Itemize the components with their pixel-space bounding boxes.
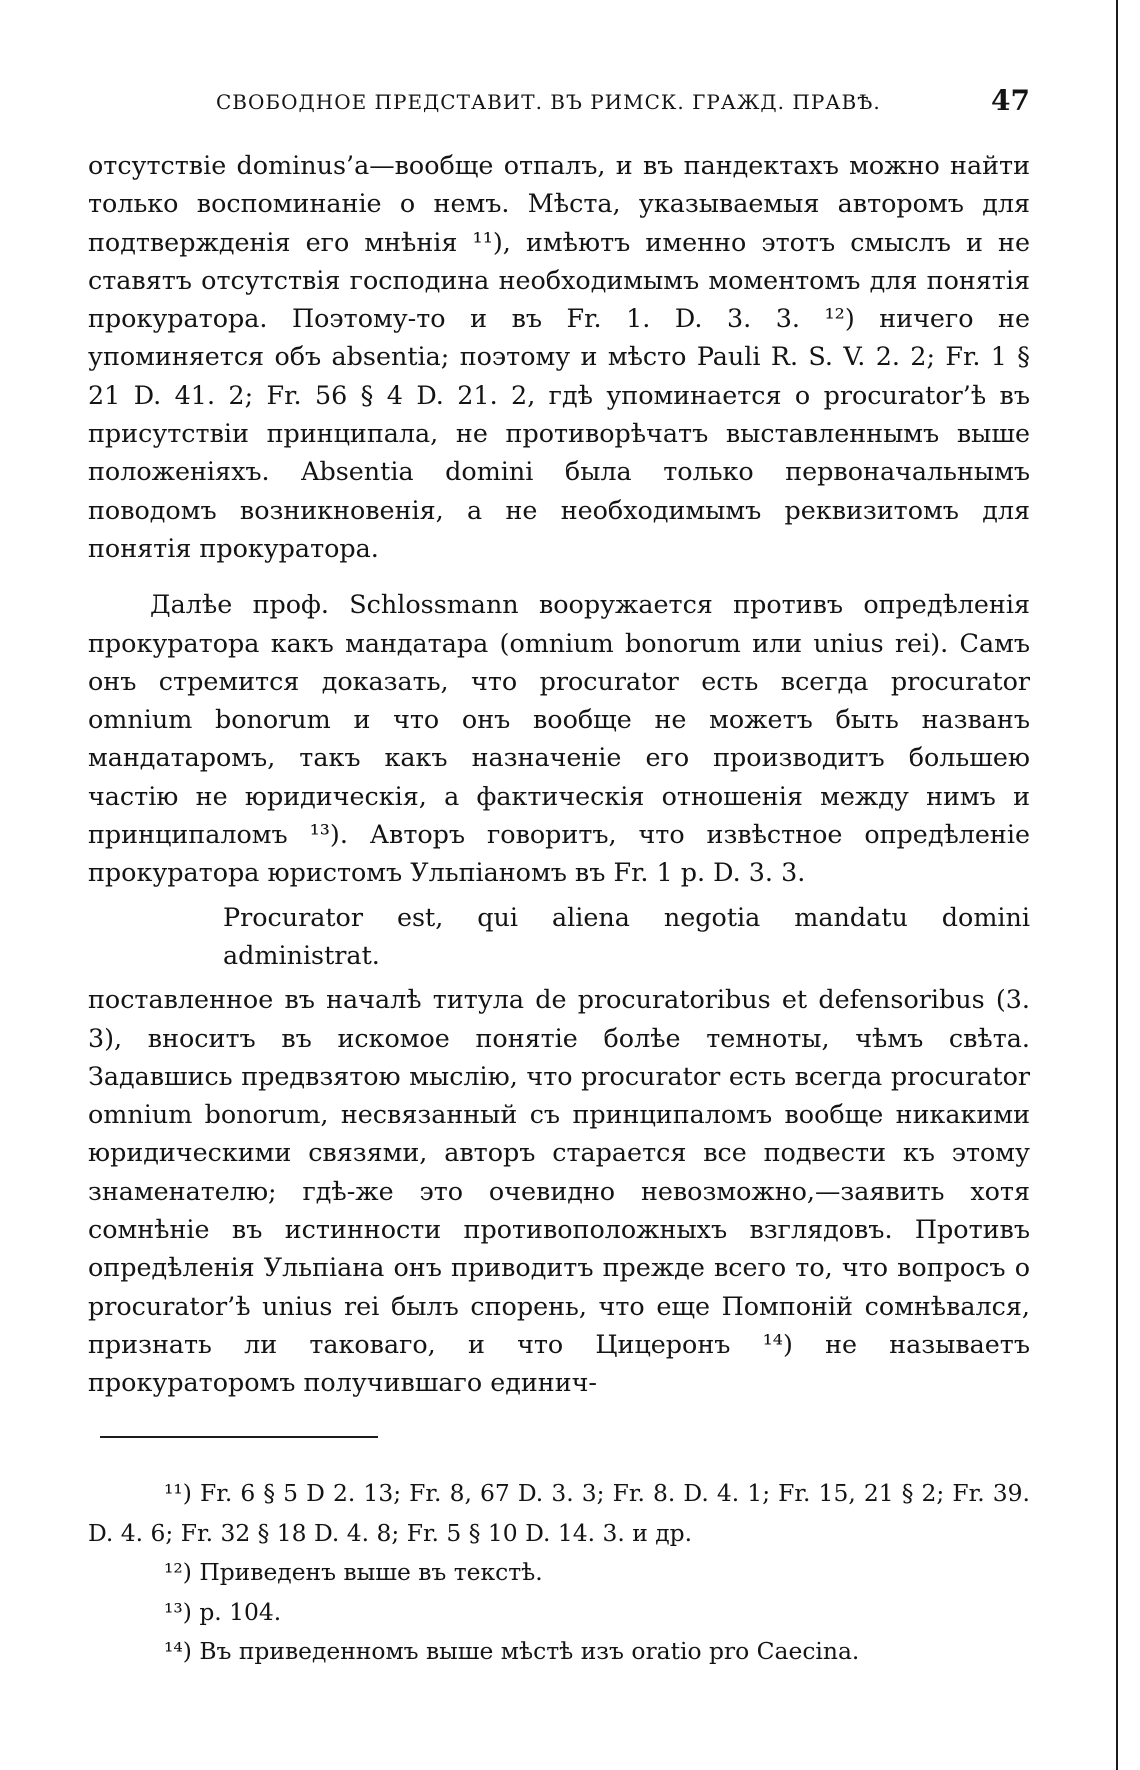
footnote-13: ¹³) p. 104. xyxy=(164,1597,282,1626)
page-number: 47 xyxy=(991,84,1030,117)
footnote-separator xyxy=(100,1436,378,1438)
main-text xyxy=(88,146,1030,1402)
paragraph-2: Далѣе проф. Schlossmann вооружается противъ опредѣленія прокуратора какъ мандатара (omnium bonorum или unius rei). Самъ онъ стремится доказать, что procurator есть всегда procurator omnium bonorum и что онъ вообще не можетъ быть названъ мандатаромъ, такъ какъ назначеніе его производитъ большею частію не юридическія, а фактическія отношенія между нимъ и принципаломъ ¹³). Авторъ говоритъ, что извѣстное опредѣленіе прокуратора юристомъ Ульпіаномъ въ Fr. 1 p. D. 3. 3. xyxy=(88,589,1030,888)
footnote-11: ¹¹) Fr. 6 § 5 D 2. 13; Fr. 8, 67 D. 3. 3; Fr. 8. D. 4. 1; Fr. 15, 21 § 2; Fr. 39. D. 4. 6; Fr. 32 § 18 D. 4. 8; Fr. 5 § 10 D. 14. 3. и др. xyxy=(88,1479,1030,1547)
paragraph-3: поставленное въ началѣ титула de procuratoribus et defensoribus (3. 3), вноситъ въ искомое понятіе болѣе темноты, чѣмъ свѣта. Задавшись предвзятою мыслію, что procurator есть всегда procurator omnium bonorum, несвязанный съ принципаломъ вообще никакими юридическими связями, авторъ старается все подвести къ этому знаменателю; гдѣ-же это очевидно невозможно,—заявить хотя сомнѣніе въ истинности противоположныхъ взглядовъ. Противъ опредѣленія Ульпіана онъ приводитъ прежде всего то, что вопросъ о procurator’ѣ unius rei былъ спорень, что еще Помпоній сомнѣвался, признать ли таковаго, и что Цицеронъ ¹⁴) не называетъ прокураторомъ получившаго единич- xyxy=(88,984,1030,1398)
page-header xyxy=(88,84,1030,124)
footnotes xyxy=(88,1474,1030,1672)
page-edge-line xyxy=(1116,0,1118,1770)
footnote-14: ¹⁴) Въ приведенномъ выше мѣстѣ изъ oratio pro Caecina. xyxy=(164,1637,860,1665)
running-head: СВОБОДНОЕ ПРЕДСТАВИТ. ВЪ РИМСК. ГРАЖД. ПРАВѢ. xyxy=(216,90,881,114)
paragraph-1: отсутствіе dominus’а—вообще отпалъ, и въ пандектахъ можно найти только воспоминаніе о немъ. Мѣста, указываемыя авторомъ для подтвержденія его мнѣнія ¹¹), имѣютъ именно этотъ смыслъ и не ставятъ отсутствія господина необходимымъ моментомъ для понятія прокуратора. Поэтому-то и въ Fr. 1. D. 3. 3. ¹²) ничего не упоминяется объ absentia; поэтому и мѣсто Pauli R. S. V. 2. 2; Fr. 1 § 21 D. 41. 2; Fr. 56 § 4 D. 21. 2, гдѣ упоминается о procurator’ѣ въ присутствіи принципала, не противорѣчатъ выставленнымъ выше положеніяхъ. Absentia domini была только первоначальнымъ поводомъ возникновенія, а не необходимымъ реквизитомъ для понятія прокуратора. xyxy=(88,150,1030,563)
latin-quotation: Procurator est, qui aliena negotia mandatu domini administrat. xyxy=(223,901,1030,970)
footnote-12: ¹²) Приведенъ выше въ текстѣ. xyxy=(164,1558,543,1586)
